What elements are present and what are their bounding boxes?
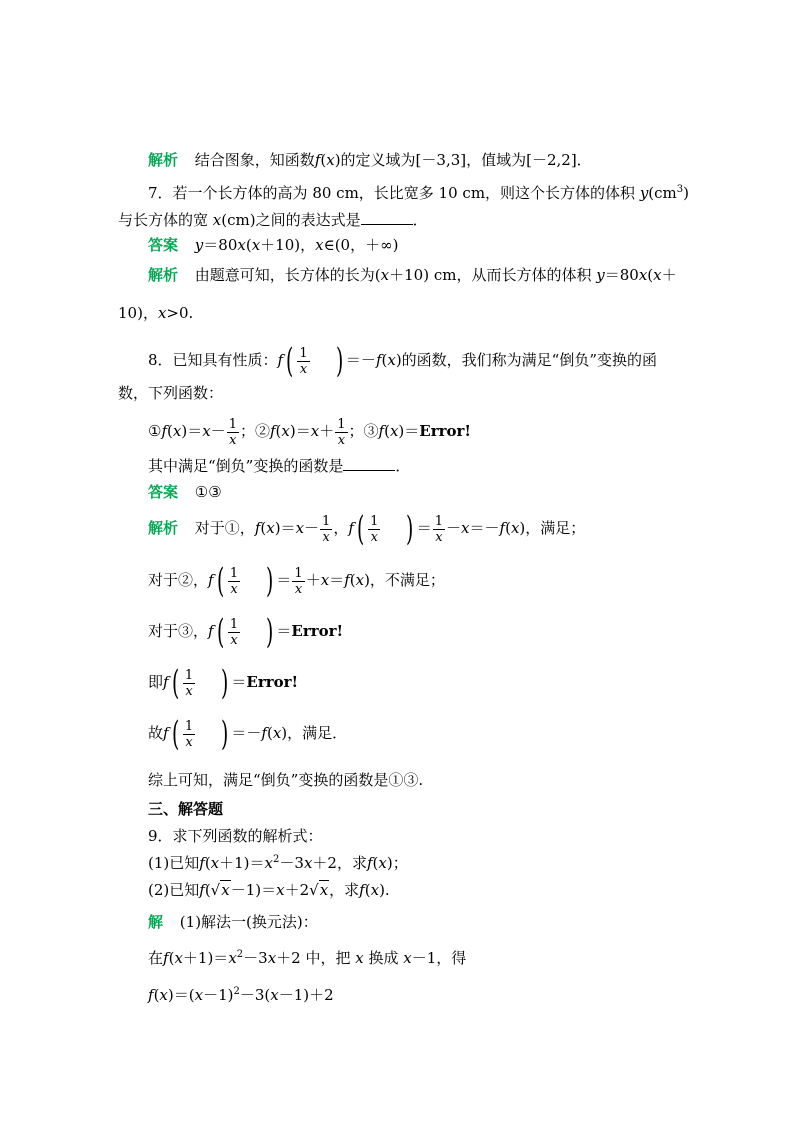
text: )＝ xyxy=(289,422,311,440)
error-text: Error! xyxy=(419,422,471,440)
solution-line xyxy=(148,265,677,285)
solution-line xyxy=(148,770,423,790)
text: ＝ xyxy=(276,622,292,640)
text: －3( xyxy=(239,986,271,1004)
text: 7．若一个长方体的高为 80 cm，长比宽多 10 cm，则这个长方体的体积 xyxy=(148,184,640,202)
exponent: 2 xyxy=(273,854,280,865)
text: )的定义域为[－3,3]，值域为[－2,2]． xyxy=(334,151,592,169)
text: (1)解法一(换元法)： xyxy=(179,913,318,931)
text: ＝－ xyxy=(469,519,500,537)
text: ( xyxy=(260,519,267,537)
text: ( xyxy=(245,236,252,254)
text: ＋10)， xyxy=(260,236,316,254)
math: x xyxy=(202,422,211,440)
exponent: 2 xyxy=(236,949,244,960)
fraction: $\frac{1}{x}$ xyxy=(322,513,331,545)
math: x xyxy=(212,211,222,229)
text: 三、解答题 xyxy=(148,800,224,818)
math: f xyxy=(314,151,321,169)
solution-line xyxy=(148,948,466,968)
math: f xyxy=(344,571,350,589)
fraction: $\frac{1}{x}$ xyxy=(228,416,237,448)
text: ＝ xyxy=(276,571,292,589)
solution-line: 即f( $\frac{1}{x}$ ) ＝Error! xyxy=(148,663,299,703)
math: x xyxy=(653,266,662,284)
text: ) xyxy=(683,184,690,202)
math: x xyxy=(310,422,320,440)
text: －3 xyxy=(243,949,268,967)
text: 由题意可知，长方体的长为( xyxy=(194,266,381,284)
text: ＋ xyxy=(661,266,677,284)
question-9-part2 xyxy=(148,880,390,900)
solution-line xyxy=(148,912,318,932)
math: f xyxy=(199,881,205,899)
text: － xyxy=(304,519,320,537)
math: x xyxy=(378,854,387,872)
text: )＝ xyxy=(181,422,203,440)
solution-label: 解 xyxy=(148,913,164,931)
math: f xyxy=(163,724,169,742)
text: 与长方体的宽 xyxy=(118,211,213,229)
text: －1)＝ xyxy=(230,881,277,899)
math: x xyxy=(172,422,182,440)
text: －1，得 xyxy=(411,949,467,967)
math: f xyxy=(261,724,267,742)
exponent: 2 xyxy=(233,986,240,997)
text: ① xyxy=(148,422,162,440)
math: f xyxy=(277,351,284,369)
fraction: $\frac{1}{x}$ xyxy=(229,616,239,648)
text: 9．求下列函数的解析式： xyxy=(148,827,323,845)
solution-line: 对于②，f( $\frac{1}{x}$ ) ＝ $\frac{1}{x}$ ＋x＝f(x)，不满足； xyxy=(148,561,445,601)
text: 10)， xyxy=(118,304,158,322)
text: ( xyxy=(204,854,211,872)
math: x xyxy=(303,854,313,872)
question-7-line xyxy=(148,183,689,203)
fraction: $\frac{1}{x}$ xyxy=(229,565,239,597)
section-heading xyxy=(148,799,223,819)
text: ( xyxy=(384,422,390,440)
text: 其中满足“倒负”变换的函数是 xyxy=(148,457,344,475)
math: f xyxy=(161,422,168,440)
text: )＝( xyxy=(167,986,195,1004)
math: x xyxy=(319,881,329,899)
text: 8．已知具有性质： xyxy=(148,351,278,369)
math: y xyxy=(596,266,605,284)
text: ( xyxy=(364,881,371,899)
solution-line: 对于③，f( $\frac{1}{x}$ ) ＝Error! xyxy=(148,612,344,652)
text: 故 xyxy=(148,724,164,742)
text: ( xyxy=(266,724,273,742)
math: x xyxy=(264,854,274,872)
math: x xyxy=(228,949,237,967)
fraction: $\frac{1}{x}$ xyxy=(370,513,379,545)
math: f xyxy=(148,986,154,1004)
text: 对于②， xyxy=(148,571,209,589)
math: x xyxy=(355,571,365,589)
text: ＋2 xyxy=(284,881,310,899)
text: －1) xyxy=(203,986,234,1004)
text: 即 xyxy=(148,673,164,691)
math: x xyxy=(237,236,246,254)
math: f xyxy=(359,881,365,899)
text: ． xyxy=(395,457,411,475)
math: x xyxy=(403,949,412,967)
text: >0. xyxy=(166,304,194,322)
text: )，满足． xyxy=(281,724,348,742)
text: )，满足； xyxy=(519,519,586,537)
text: ( xyxy=(349,571,356,589)
question-8-line xyxy=(148,456,410,476)
math: f xyxy=(269,422,276,440)
error-text: Error! xyxy=(291,622,344,640)
math: x xyxy=(295,519,305,537)
math: x xyxy=(266,519,275,537)
question-9-part1 xyxy=(148,853,408,873)
text: ＋1)＝ xyxy=(219,854,265,872)
text: ( xyxy=(153,986,160,1004)
math: f xyxy=(375,351,382,369)
question-7-line xyxy=(118,210,428,230)
fraction: $\frac{1}{x}$ xyxy=(434,513,444,545)
text: )的函数，我们称为满足“倒负”变换的函 xyxy=(395,351,658,369)
text: ( xyxy=(381,351,388,369)
math: x xyxy=(159,986,168,1004)
sqrt-sign: √ xyxy=(309,881,319,899)
analysis-label: 解析 xyxy=(148,151,179,169)
fraction: $\frac{1}{x}$ xyxy=(337,416,346,448)
math: x xyxy=(174,949,183,967)
math: x xyxy=(380,266,390,284)
text: 对于①， xyxy=(194,519,255,537)
text: 换成 xyxy=(363,949,404,967)
math: f xyxy=(163,673,169,691)
text: )＝ xyxy=(274,519,296,537)
fraction: $\frac{1}{x}$ xyxy=(299,345,308,377)
math: x xyxy=(221,881,230,899)
math: x xyxy=(320,571,330,589)
text: －3 xyxy=(279,854,304,872)
question-9-line xyxy=(148,826,323,846)
math: f xyxy=(378,422,385,440)
text: )； xyxy=(386,854,408,872)
text: ＝－ xyxy=(345,351,376,369)
analysis-label: 解析 xyxy=(148,519,179,537)
math: f xyxy=(499,519,506,537)
math: f xyxy=(208,571,214,589)
text: (cm)之间的表达式是 xyxy=(221,211,361,229)
text: (1)已知 xyxy=(148,854,200,872)
math: f xyxy=(208,622,214,640)
math: f xyxy=(254,519,261,537)
text: )＝ xyxy=(398,422,420,440)
math: x xyxy=(251,236,261,254)
text: ( xyxy=(168,949,175,967)
math: f xyxy=(163,949,169,967)
math: x xyxy=(315,236,324,254)
text: ＋ xyxy=(319,422,335,440)
text: ＝ xyxy=(231,673,247,691)
text: 在 xyxy=(148,949,164,967)
text: ①③ xyxy=(194,483,222,501)
math: f xyxy=(348,519,354,537)
text: ). xyxy=(379,881,390,899)
answer-line xyxy=(148,235,398,255)
solution-line: 故f( $\frac{1}{x}$ ) ＝－f(x)，满足． xyxy=(148,714,348,754)
text: ＋ xyxy=(305,571,321,589)
math: x xyxy=(272,724,282,742)
text: ( xyxy=(372,854,379,872)
math: x xyxy=(326,151,335,169)
math: x xyxy=(194,986,204,1004)
text: ＋2，求 xyxy=(312,854,367,872)
answer-blank xyxy=(361,210,413,225)
fraction: $\frac{1}{x}$ xyxy=(184,667,194,699)
math: x xyxy=(210,854,220,872)
math: x xyxy=(281,422,290,440)
text: ＋1)＝ xyxy=(182,949,229,967)
math: x xyxy=(638,266,648,284)
math: f xyxy=(199,854,205,872)
math: x xyxy=(270,986,279,1004)
text: 结合图象，知函数 xyxy=(194,151,315,169)
solution-line xyxy=(148,985,334,1005)
math: x xyxy=(355,949,364,967)
text: )，不满足； xyxy=(364,571,445,589)
error-text: Error! xyxy=(246,673,299,691)
math: x xyxy=(510,519,520,537)
answer-blank xyxy=(343,456,395,471)
text: ( xyxy=(647,266,654,284)
text: ( xyxy=(320,151,327,169)
text: ，求 xyxy=(329,881,360,899)
solution-line: 解析 对于①，f(x)＝x－ $\frac{1}{x}$ ，f( $\frac{1}{x}$ ) ＝ $\frac{1}{x}$ －x＝－f(x)，满足； xyxy=(148,509,586,549)
exponent: 3 xyxy=(676,184,684,195)
text: ＝ xyxy=(329,571,345,589)
text: 对于③， xyxy=(148,622,209,640)
math: y xyxy=(639,184,649,202)
question-8-options xyxy=(148,414,471,448)
analysis-label: 解析 xyxy=(148,266,179,284)
text: (2)已知 xyxy=(148,881,200,899)
solution-line xyxy=(148,150,592,170)
text: ＝－ xyxy=(231,724,262,742)
answer-line xyxy=(148,482,222,502)
text: ， xyxy=(333,519,349,537)
text: ＝80 xyxy=(604,266,639,284)
text: 综上可知，满足“倒负”变换的函数是①③. xyxy=(148,771,424,789)
text: －1)＋2 xyxy=(278,986,334,1004)
question-8-line: 8．已知具有性质：f( $\frac{1}{x}$ ) ＝－f(x)的函数，我们称为满足“倒负”变换的函 xyxy=(148,341,658,381)
text: 数，下列函数： xyxy=(118,384,224,402)
math: x xyxy=(370,881,380,899)
text: ＋2 中，把 xyxy=(276,949,356,967)
text: ( xyxy=(204,881,211,899)
text: ；③ xyxy=(348,422,379,440)
answer-label: 答案 xyxy=(148,483,179,501)
text: ∈(0，＋∞) xyxy=(323,236,399,254)
text: ( xyxy=(167,422,173,440)
math: x xyxy=(387,351,396,369)
solution-line xyxy=(118,303,193,323)
math: y xyxy=(194,236,204,254)
math: x xyxy=(157,304,167,322)
math: x xyxy=(389,422,399,440)
text: ． xyxy=(412,211,428,229)
text: ＝80 xyxy=(203,236,238,254)
question-8-line xyxy=(118,383,223,403)
answer-label: 答案 xyxy=(148,236,179,254)
math: f xyxy=(366,854,373,872)
text: ( xyxy=(505,519,511,537)
math: x xyxy=(461,519,470,537)
text: ＋10) cm，从而长方体的体积 xyxy=(389,266,597,284)
fraction: $\frac{1}{x}$ xyxy=(294,565,303,597)
text: － xyxy=(446,519,462,537)
text: ＝ xyxy=(416,519,432,537)
math: x xyxy=(267,949,277,967)
text: ( xyxy=(275,422,282,440)
text: － xyxy=(210,422,226,440)
sqrt-sign: √ xyxy=(210,881,221,899)
text: ；② xyxy=(239,422,270,440)
math: x xyxy=(276,881,285,899)
text: (cm xyxy=(648,184,677,202)
fraction: $\frac{1}{x}$ xyxy=(184,718,194,750)
